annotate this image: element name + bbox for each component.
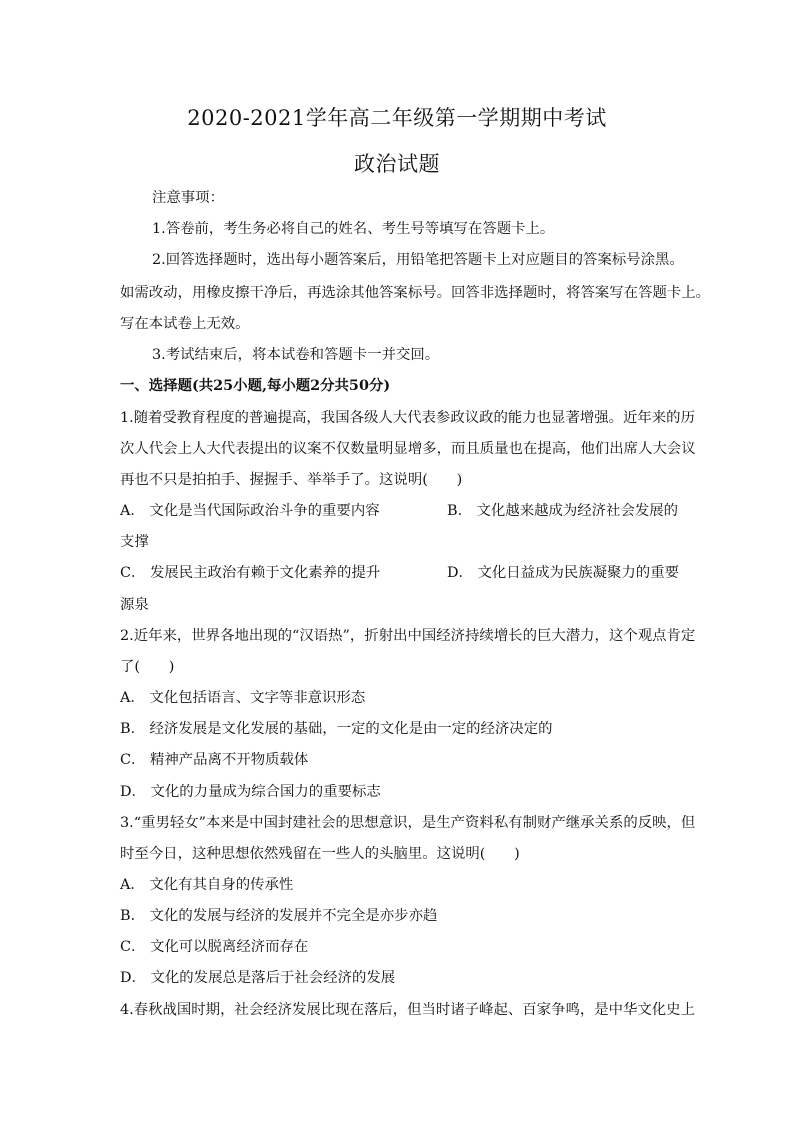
- q1-option-c: C． 发展民主政治有赖于文化素养的提升: [120, 565, 381, 581]
- notice-item-2-line-2: 如需改动，用橡皮擦干净后，再选涂其他答案标号。回答非选择题时，将答案写在答题卡上。: [120, 285, 711, 301]
- q2-option-a: A． 文化包括语言、文字等非意识形态: [120, 690, 366, 706]
- q2-line-2: 了( ): [120, 659, 175, 675]
- q2-option-d: D． 文化的力量成为综合国力的重要标志: [120, 784, 381, 800]
- notice-item-2-line-1: 2.回答选择题时，选出每小题答案后，用铅笔把答题卡上对应题目的答案标号涂黑。: [152, 252, 684, 268]
- exam-subtitle: 政治试题: [354, 152, 440, 176]
- q3-option-c: C． 文化可以脱离经济而存在: [120, 939, 309, 955]
- q2-option-c: C． 精神产品离不开物质载体: [120, 752, 309, 768]
- notice-item-3: 3.考试结束后，将本试卷和答题卡一并交回。: [152, 347, 440, 363]
- q3-line-2: 时至今日，这种思想依然残留在一些人的头脑里。这说明( ): [120, 846, 520, 862]
- section-1-heading: 一、选择题(共25小题,每小题2分共50分): [120, 377, 391, 394]
- q1-option-d: D． 文化日益成为民族凝聚力的重要: [447, 565, 679, 581]
- q3-option-d: D． 文化的发展总是落后于社会经济的发展: [120, 970, 396, 986]
- q3-line-1: 3.“重男轻女”本来是中国封建社会的思想意识，是生产资料私有制财产继承关系的反映，但: [120, 815, 696, 831]
- q2-option-b: B． 经济发展是文化发展的基础，一定的文化是由一定的经济决定的: [120, 721, 553, 737]
- q1-option-b: B． 文化越来越成为经济社会发展的: [447, 503, 679, 519]
- q4-line-1: 4.春秋战国时期，社会经济发展比现在落后，但当时诸子峰起、百家争鸣，是中华文化史上: [120, 1002, 695, 1018]
- q1-line-1: 1.随着受教育程度的普遍提高，我国各级人大代表参政议政的能力也显著增强。近年来的历: [120, 410, 695, 426]
- q1-line-2: 次人代会上人大代表提出的议案不仅数量明显增多，而且质量也在提高，他们出席人大会议: [120, 441, 696, 457]
- notice-item-1: 1.答卷前，考生务必将自己的姓名、考生号等填写在答题卡上。: [152, 221, 555, 237]
- q1-option-d-cont: 源泉: [120, 597, 149, 613]
- q1-option-a: A． 文化是当代国际政治斗争的重要内容: [120, 503, 380, 519]
- q3-option-a: A． 文化有其自身的传承性: [120, 877, 294, 893]
- q1-option-b-cont: 支撑: [120, 534, 149, 550]
- q3-option-b: B． 文化的发展与经济的发展并不完全是亦步亦趋: [120, 908, 438, 924]
- notice-heading: 注意事项：: [152, 190, 224, 206]
- q1-line-3: 再也不只是拍拍手、握握手、举举手了。这说明( ): [120, 472, 463, 488]
- notice-item-2-line-3: 写在本试卷上无效。: [120, 316, 250, 332]
- q2-line-1: 2.近年来，世界各地出现的“汉语热”，折射出中国经济持续增长的巨大潜力，这个观点肯定: [120, 628, 696, 644]
- exam-title: 2020-2021学年高二年级第一学期期中考试: [187, 106, 607, 130]
